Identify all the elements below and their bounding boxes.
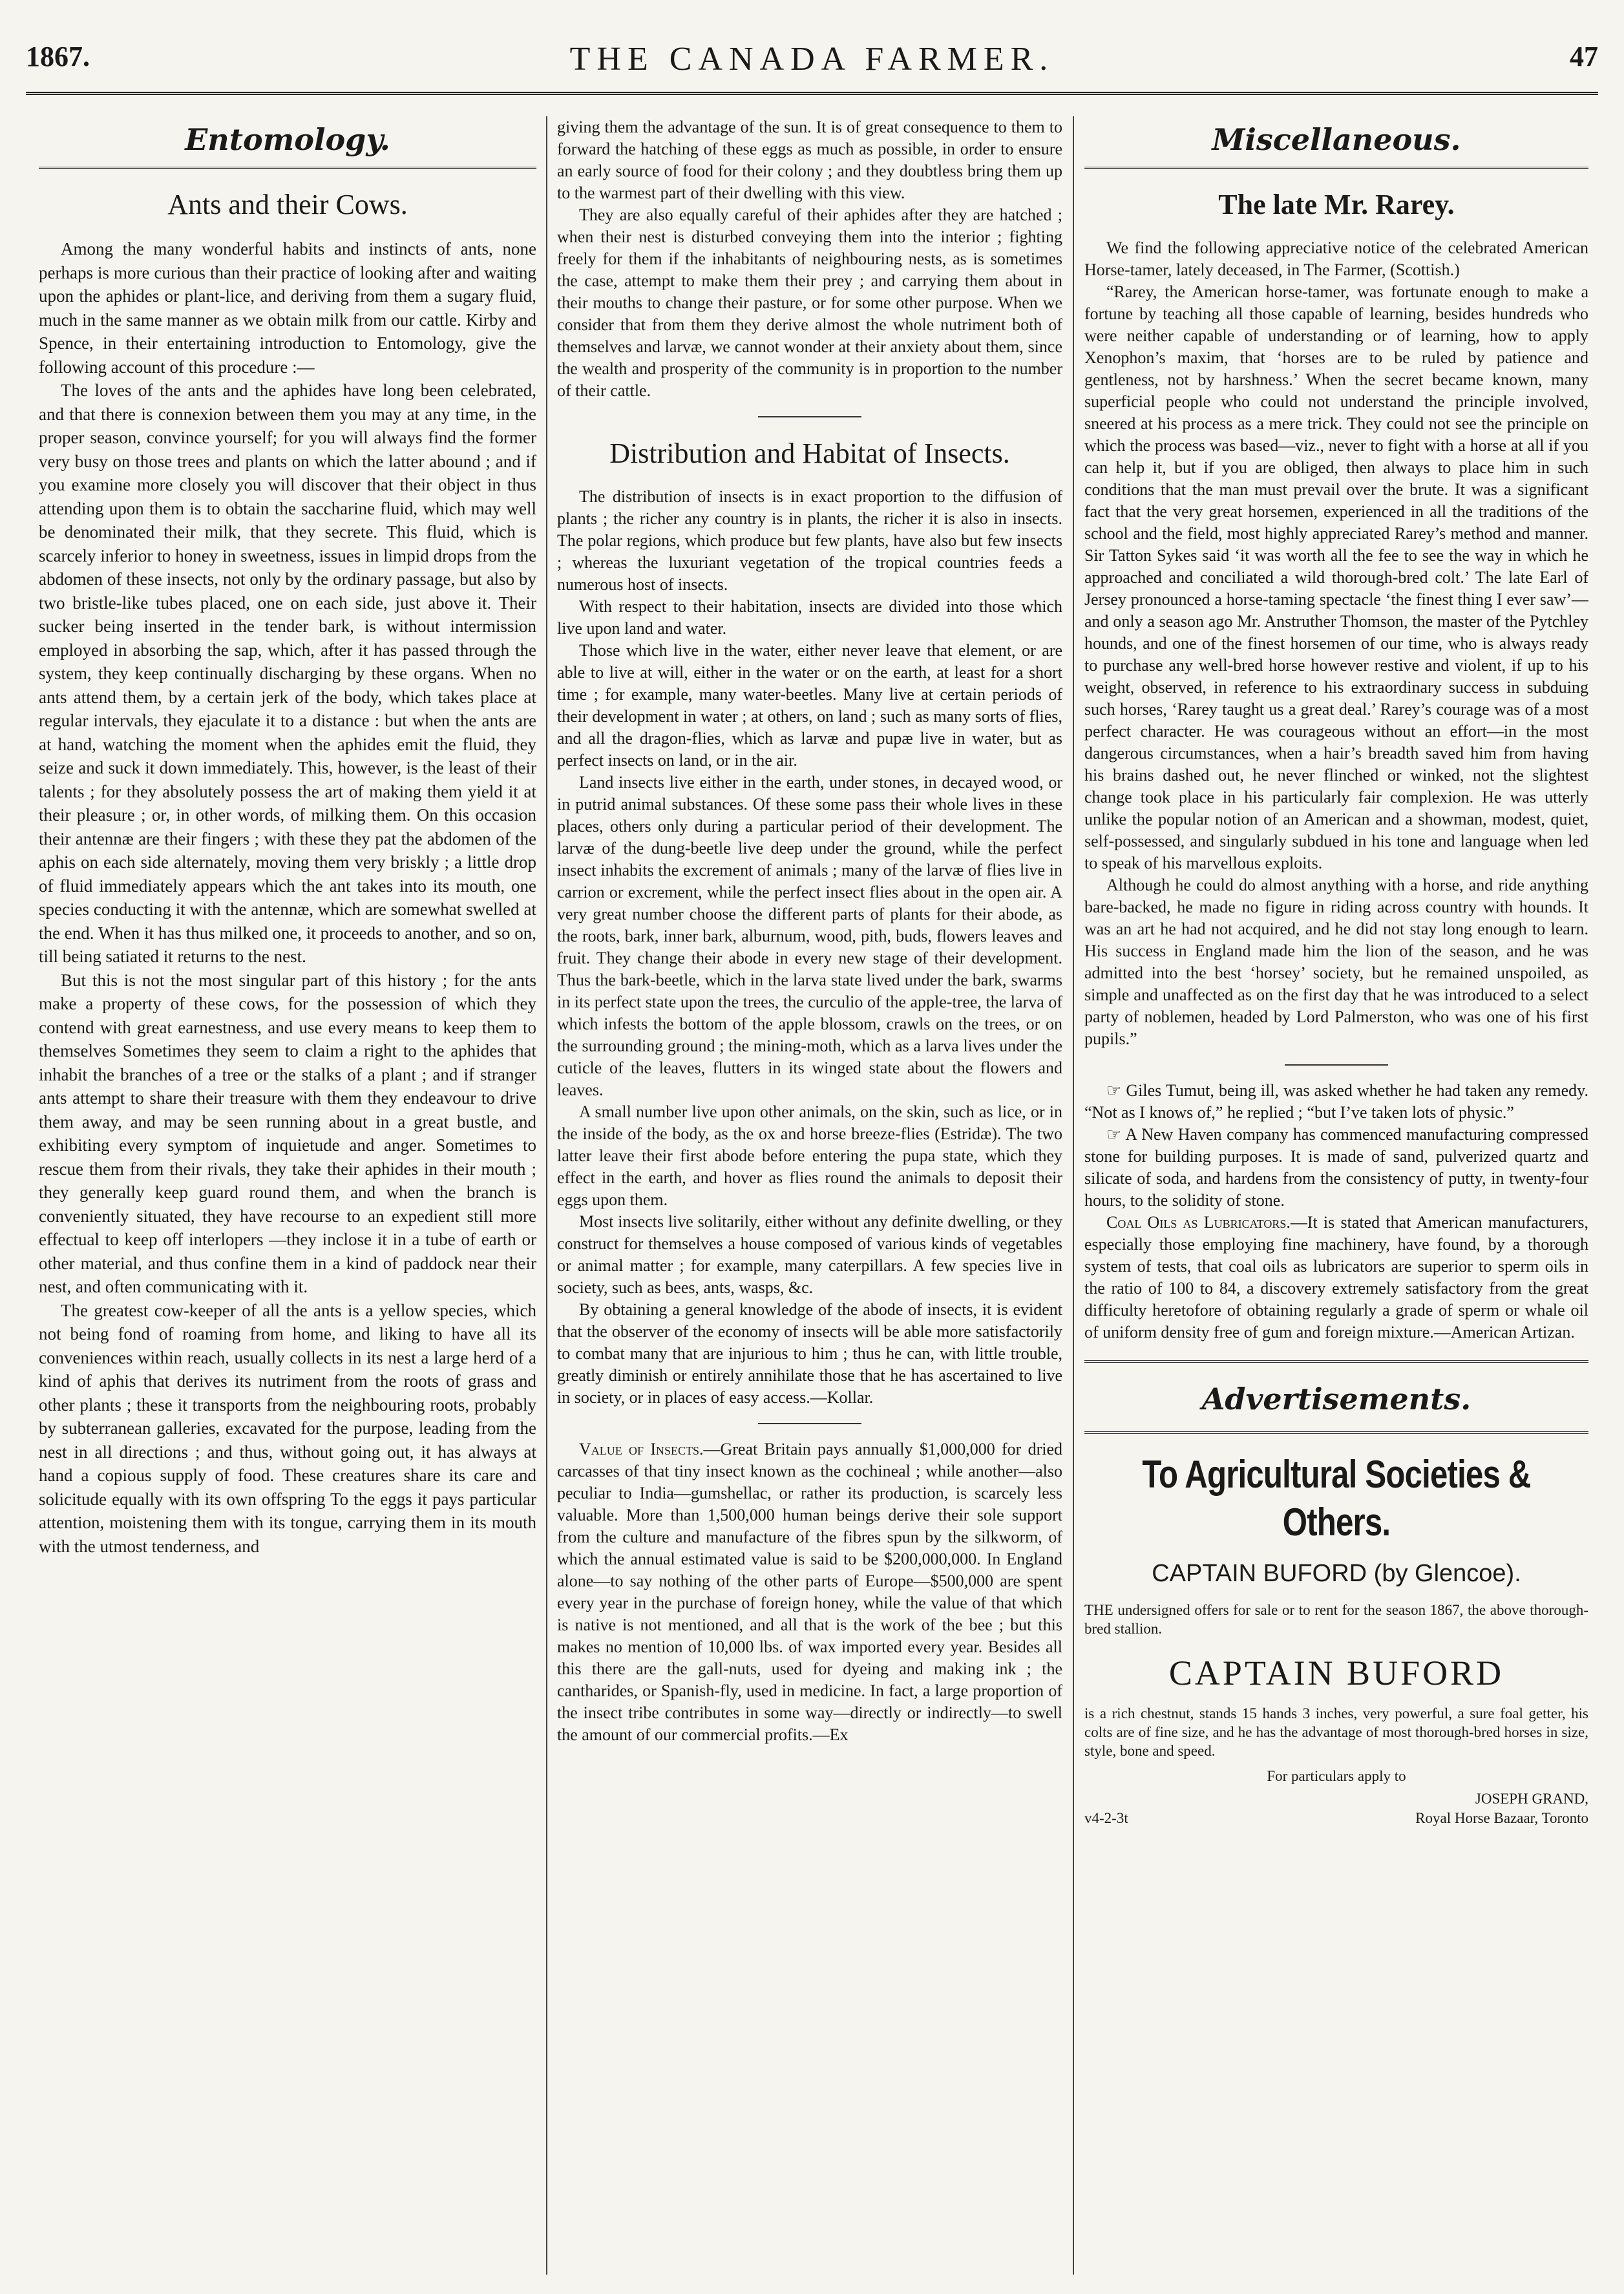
article-paragraph: Land insects live either in the earth, under stones, in decayed wood, or in putrid animal substances. Of these some pass their whole lives in these places, others only during a particular period of their development. The larvæ of the dung-beetle live deep under the ground, while the perfect insect inhabits the excrement of animals ; many of the larvæ of flies live in carrion or excrement, while the perfect insect flies about in the open air. A very great number choose the different parts of plants for their abode, as the roots, bark, inner bark, alburnum, wood, pith, buds, flowers leaves and fruit. They change their abode in every new stage of their development. Thus the bark-beetle, which in the larva state lived under the bark, swarms in its perfect state upon the trees, the curculio of the apple-tree, the larva of which infests the bottom of the apple blossom, crawls on the trees, or on the surrounding ground ; the mining-moth, which as a larva lives under the cuticle of the leaves, flutters in its winged state about the flowers and leaves. [557, 773, 1062, 1099]
issue-year: 1867. [26, 41, 90, 72]
section-heading-miscellaneous: Miscellaneous. [1084, 120, 1588, 169]
value-of-insects-paragraph [557, 1438, 1062, 1746]
column-2 [557, 116, 1062, 2281]
coal-oils-text: —It is stated that American manufacturers, especially those employing fine machinery, have found, by a thorough system of tests, that coal oils as lubricators are superior to sperm oils in the ratio of 100 to 84, a discovery extremely satisfactory from the great difficulty heretofore of obtaining regularly a grade of sperm or whale oil of uniform density free of gum and foreign mixture.—American Artizan. [1084, 1213, 1588, 1342]
value-of-insects-text: —Great Britain pays annually $1,000,000 for dried carcasses of that tiny insect known as the cochineal ; while another—also peculiar to India—gumshellac, or rather its production, is scarcely less valuable. More than 1,500,000 human beings derive their sole support from the culture and manufacture of the fibres spun by the silkworm, of which the annual estimated value is said to be $200,000,000. In England alone—to say nothing of the other parts of Europe—$500,000 are spent every year in the purchase of foreign honey, while the value of that which is native is not mentioned, and all that is the work of the bee ; but this makes no mention of 10,000 lbs. of wax imported every year. Besides all this there are the gall-nuts, used for dyeing and making ink ; the cantharides, or Spanish-fly, used in medicine. In fact, a large proportion of the insect tribe contributes in some way—directly or indirectly—to swell the amount of our commercial profits.—Ex [557, 1440, 1062, 1744]
article-title-distribution: Distribution and Habitat of Insects. [609, 437, 1010, 469]
article-paragraph: giving them the advantage of the sun. It is of great consequence to them to forward the hatching of these eggs as much as possible, in order to ensure an early source of food for their colony ; and they doubtless bring them up to the warmest part of their dwelling with this view. [557, 118, 1062, 202]
advertisement-horse-name: CAPTAIN BUFORD [1168, 1654, 1504, 1692]
divider [1084, 1431, 1588, 1434]
page-number: 47 [1570, 41, 1598, 72]
article-paragraph: We find the following appreciative notice of the celebrated American Horse-tamer, lately deceased, in The Farmer, (Scottish.) [1084, 238, 1588, 279]
advertisement-footer-row [1084, 1809, 1588, 1828]
article-paragraph: They are also equally careful of their aphides after they are hatched ; when their nest is disturbed conveying them into the interior ; fighting freely for them if the inhabitants of neighbouring nests, as is sometimes the case, attempt to make them their prey ; and carrying them about in their mouths to change their pasture, or for some other purpose. When we consider that from them they derive almost the whole nutriment both of themselves and larvæ, we cannot wonder at their anxiety about them, since the wealth and prosperity of the community is in proportion to the number of their cattle. [557, 205, 1062, 400]
article-paragraph: The greatest cow-keeper of all the ants is a yellow species, which not being fond of roaming from home, and liking to have all its conveniences within reach, usually collects in its nest a large herd of a kind of aphis that derives its nutriment from the roots of grass and other plants ; these it transports from the neighbouring roots, probably by subterranean galleries, excavated for the purpose, leading from the nest in all directions ; and thus, without going out, it has always at hand a copious supply of food. These creatures share its care and solicitude equally with its own offspring To the eggs it pays particular attention, moistening them with its tongue, carrying them in its mouth with the utmost tenderness, and [39, 1300, 536, 1556]
value-of-insects-lead: Value of Insects. [579, 1440, 704, 1458]
article-paragraph: Among the many wonderful habits and instincts of ants, none perhaps is more curious than their practice of looking after and waiting upon the aphides or plant-lice, and deriving from them a sugary fluid, much in the same manner as we obtain milk from our cattle. Kirby and Spence, in their entertaining introduction to Entomology, give the following account of this procedure :— [39, 239, 536, 377]
article-paragraph: A small number live upon other animals, on the skin, such as lice, or in the inside of the body, as the ox and horse breeze-flies (Estridæ). The two latter leave their first abode before entering the pupa state, which they effect in the earth, and hover as flies round the animals to deposit their eggs upon them. [557, 1102, 1062, 1209]
article-title-rarey: The late Mr. Rarey. [1218, 189, 1455, 220]
advertisement-reference: v4-2-3t [1084, 1810, 1128, 1826]
article-paragraph: The distribution of insects is in exact proportion to the diffusion of plants ; the richer any country is in plants, the richer it is also in insects. The polar regions, which produce but few plants, have also but few insects ; whereas the luxuriant vegetation of the tropical countries feeds a numerous host of insects. [557, 487, 1062, 594]
newspaper-title: THE CANADA FARMER. [569, 41, 1055, 78]
divider [1084, 1360, 1588, 1363]
article-paragraph: Those which live in the water, either never leave that element, or are able to live at will, either in the water or on the earth, at least for a short time ; for example, many water-beetles. Many live at certain periods of their development in water ; at others, on land ; such as many sorts of flies, and all the dragon-flies, which as larvæ and pupæ live in water, but as perfect insects on land, or in the air. [557, 641, 1062, 770]
masthead [26, 40, 1598, 95]
column-rule-1 [546, 116, 547, 2275]
article-paragraph: Most insects live solitarily, either without any definite dwelling, or they construct for themselves a house composed of various kinds of vegetables or animal matter ; for example, many caterpillars. A few species live in society, such as bees, ants, wasps, &c. [557, 1212, 1062, 1297]
advertisement-headline: To Agricultural Societies & Others. [1142, 1453, 1531, 1544]
column-3 [1084, 116, 1588, 2281]
divider [1285, 1064, 1388, 1066]
section-heading-entomology: Entomology. [39, 120, 536, 169]
article-paragraph: But this is not the most singular part of this history ; for the ants make a property of these cows, for the possession of which they contend with great earnestness, and use every means to keep them to themselves Sometimes they seem to claim a right to the aphides that inhabit the branches of a tree or the stalks of a plant ; and if stranger ants attempt to share their treasure with them they endeavour to drive them away, and may be seen running about in a great bustle, and exhibiting every symptom of inquietude and anger. Sometimes to rescue them from their rivals, they take their aphides in their mouth ; they generally keep guard round them, and when the branch is conveniently situated, they have recourse to an expedient still more effectual to keep off interlopers —they inclose it in a tube of earth or other material, and thus confine them in a kind of paddock near their nest, and often communicating with it. [39, 970, 536, 1296]
column-rule-2 [1073, 116, 1074, 2275]
coal-oils-paragraph [1084, 1212, 1588, 1343]
advertisement-description: is a rich chestnut, stands 15 hands 3 inches, very powerful, a sure foal getter, his colts are of fine size, and he has the advantage of most thorough-bred horses in size, style, bone and speed. [1084, 1705, 1588, 1759]
note-paragraph: ☞ Giles Tumut, being ill, was asked whether he had taken any remedy. “Not as I knows of,” he replied ; “but I’ve taken lots of physic.” [1084, 1081, 1588, 1122]
advertisement-contact-name: JOSEPH GRAND, [1475, 1791, 1588, 1807]
advertisement-apply: For particulars apply to [1267, 1768, 1406, 1784]
column-1 [39, 116, 536, 2281]
advertisement-intro: THE undersigned offers for sale or to rent for the season 1867, the above thorough-bred stallion. [1084, 1602, 1588, 1637]
coal-oils-lead: Coal Oils as Lubricators. [1106, 1213, 1291, 1232]
divider [758, 1423, 861, 1424]
article-paragraph: Although he could do almost anything with a horse, and ride anything bare-backed, he made no figure in riding across country with hounds. It was an art he had not acquired, and he did not stay long enough to learn. His success in England made him the lion of the season, and he was admitted into the best ‘horsey’ society, but he remained unspoiled, as simple and unaffected as on the first day that he was introduced to a select party of noblemen, headed by Lord Palmerston, who was one of his first pupils.” [1084, 876, 1588, 1048]
article-paragraph: The loves of the ants and the aphides have long been celebrated, and that there is connexion between them you may at any time, in the proper season, convince yourself; for you will always find the former very busy on those trees and plants on which the latter abound ; and if you examine more closely you will discover that their object in thus attending upon them is to obtain the saccharine fluid, which may well be denominated their milk, that they secrete. This fluid, which is scarcely inferior to honey in sweetness, issues in limpid drops from the abdomen of these insects, not only by the ordinary passage, but also by two bristle-like tubes placed, one on each side, just above it. Their sucker being inserted in the tender bark, is without intermission employed in absorbing the sap, which, after it has passed through the system, they keep continually discharging by these organs. When no ants attend them, by a certain jerk of the body, which takes place at regular intervals, they ejaculate it to a distance : but when the ants are at hand, watching the moment when the aphides emit the fluid, they seize and suck it down immediately. This, however, is the least of their talents ; for they absolutely possess the art of making them yield it at their pleasure ; or, in other words, of milking them. On this occasion their antennæ are their fingers ; with these they pat the abdomen of the aphis on each side alternately, moving them very briskly ; a little drop of fluid immediately appears which the ant takes into its mouth, one species conducting it with the antennæ, which are somewhat swelled at the end. When it has thus milked one, it proceeds to another, and so on, till being satiated it returns to the nest. [39, 381, 536, 966]
article-paragraph: With respect to their habitation, insects are divided into those which live upon land and water. [557, 597, 1062, 638]
note-paragraph: ☞ A New Haven company has commenced manufacturing compressed stone for building purposes. It is made of sand, pulverized quartz and silicate of soda, and hardens from the consistency of putty, in twenty-four hours, to the solidity of stone. [1084, 1125, 1588, 1210]
article-paragraph: By obtaining a general knowledge of the abode of insects, it is evident that the observer of the economy of insects will be able more satisfactorily to combat many that are injurious to him ; thus he can, with little trouble, greatly diminish or entirely annihilate those that he has ascertained to live in society, or in places of easy access.—Kollar. [557, 1300, 1062, 1407]
advertisement-contact-name-row [1084, 1789, 1588, 1809]
advertisement-subheading: CAPTAIN BUFORD (by Glencoe). [1152, 1560, 1521, 1587]
article-paragraph: “Rarey, the American horse-tamer, was fortunate enough to make a fortune by teaching all those capable of learning, besides hundreds who were neither capable of understanding or of learning, how to apply Xenophon’s maxim, that ‘horses are to be ruled by patience and gentleness, not by harshness.’ When the secret became known, many superficial people who could not understand the principle involved, sneered at his process as a mere trick. They could not see the principle on which the process was based—viz., never to fight with a horse at all if you can help it, but if you are obliged, then always to place him in such conditions that the man must prevail over the brute. It was a significant fact that the very great horsemen, experienced in all the traditions of the school and the field, most highly appreciated Rarey’s method and manner. Sir Tatton Sykes said ‘it was worth all the fee to see the way in which he approached and conciliated a wild thorough-bred colt.’ The late Earl of Jersey pronounced a horse-taming spectacle ‘the finest thing I ever saw’—and only a season ago Mr. Anstruther Thomson, the master of the Pytchley hounds, and one of the finest horsemen of our time, who is always ready to purchase any well-bred horse however restive and violent, if up to his weight, observed, in reference to his extraordinary success in subduing such horses, ‘Rarey taught us a great deal.’ Rarey’s courage was of a most perfect character. He was courageous without an effort—in the most dangerous circumstances, when a hair’s breadth saved him from having his brains dashed out, he never flinched or winked, not the slightest change took place in his particularly fair complexion. He was utterly unlike the popular notion of an American and a showman, modest, quiet, self-possessed, and singularly subdued in his tone and language when led to speak of his marvellous exploits. [1084, 282, 1588, 872]
section-heading-advertisements: Advertisements. [1201, 1382, 1471, 1416]
article-title-ants: Ants and their Cows. [167, 189, 408, 220]
divider [758, 416, 861, 417]
advertisement-address: Royal Horse Bazaar, Toronto [1415, 1810, 1588, 1826]
